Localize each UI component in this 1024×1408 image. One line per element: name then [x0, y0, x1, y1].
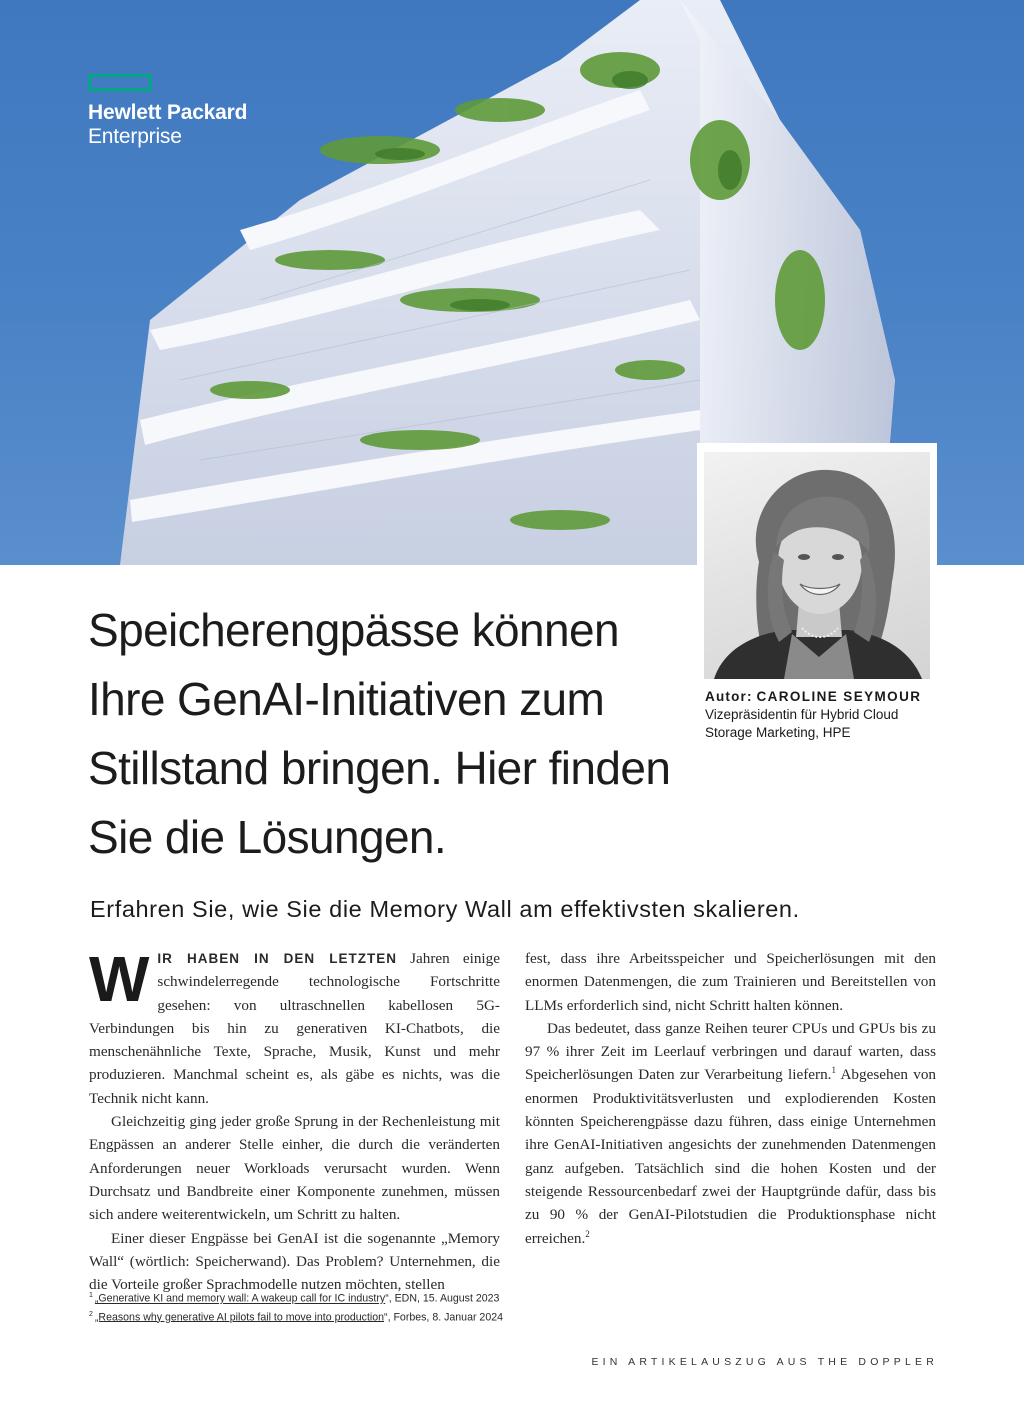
lead-in: IR HABEN IN DEN LETZTEN	[157, 951, 397, 966]
body-paragraph-3-continued: fest, dass ihre Arbeitsspeicher und Speicherlösungen mit den enormen Datenmengen, die zum Trainieren und Bereitstellen von LLMs erforderlich sind, nicht Schritt halten können.	[525, 950, 936, 1014]
footnote-2	[89, 1307, 529, 1326]
article-subhead: Erfahren Sie, wie Sie die Memory Wall am effektivsten skalieren.	[90, 896, 800, 922]
page-footer: EIN ARTIKELAUSZUG AUS THE DOPPLER	[591, 1356, 938, 1368]
footnote-link[interactable]: „Generative KI and memory wall: A wakeup call for IC industry	[94, 1292, 386, 1305]
body-column-left	[89, 943, 500, 1296]
logo-element-icon	[88, 74, 152, 91]
footnote-source: “, EDN, 15. August 2023	[385, 1292, 500, 1305]
footnote-ref-2[interactable]: 2	[585, 1228, 590, 1239]
paragraph-4-text-b: Abgesehen von enormen Produktivitätsverlusten und explodierenden Kosten könnten Speicherengpässe dazu führen, dass einige Unternehmen ihre GenAI-Initiativen angesichts der zunehmenden Datenmengen ganz aufgeben. Tatsächlich sind die hohen Kosten und der steigende Ressourcenbedarf zwei der Hauptgründe dafür, dass bis zu 90 % der GenAI-Pilotstudien die Produktionsphase nicht erreichen.	[525, 1066, 937, 1247]
author-role-line-2: Storage Marketing, HPE	[705, 725, 851, 740]
footnotes	[89, 1288, 529, 1325]
portrait-illustration	[704, 452, 930, 679]
paragraph-1-text: Jahren einige schwindelerregende technologische Fortschritte gesehen: von ultraschnellen kabellosen 5G-Verbindungen bis hin zu generativen KI-Chatbots, die menschenähnliche Texte, Sprache, Musik, Kunst und mehr produzieren. Manchmal scheint es, als gäbe es nichts, was die Technik nicht kann.	[89, 950, 500, 1107]
hpe-logo	[88, 74, 247, 149]
paragraph-4-text-a: Das bedeutet, dass ganze Reihen teurer CPUs und GPUs bis zu 97 % ihrer Zeit im Leerlauf verbringen und darauf warten, dass Speicherlösungen Daten zur Verarbeitung liefern.	[525, 1019, 936, 1084]
article-headline: Speicherengpässe können Ihre GenAI-Initiativen zum Stillstand bringen. Hier finden Sie die Lösungen.	[88, 604, 671, 863]
body-paragraph-2: Gleichzeitig ging jeder große Sprung in der Rechenleistung mit Engpässen an anderer Stelle einher, die durch die veränderten Anforderungen neuer Workloads verursacht wurden. Wenn Durchsatz und Bandbreite einer Komponente zunehmen, müssen sich andere weiterentwickeln, um Schritt zu halten.	[89, 1113, 500, 1224]
footnote-1	[89, 1288, 529, 1307]
footnote-number: 1	[89, 1292, 93, 1299]
author-role-line-1: Vizepräsidentin für Hybrid Cloud	[705, 707, 899, 722]
body-paragraph-3: Einer dieser Engpässe bei GenAI ist die sogenannte „Memory Wall“ (wörtlich: Speicherwand). Das Problem? Unternehmen, die die Vorteile großer Sprachmodelle nutzen möchten, stellen	[89, 1229, 500, 1294]
logo-line-2: Enterprise	[88, 125, 182, 148]
body-paragraph-1	[89, 943, 500, 1110]
drop-cap: W	[89, 943, 150, 1015]
author-photo	[704, 452, 930, 679]
body-paragraph-4	[525, 1017, 936, 1250]
body-column-right	[525, 947, 936, 1250]
logo-line-1: Hewlett Packard	[88, 101, 248, 124]
author-photo-frame	[697, 443, 937, 685]
footnote-link[interactable]: „Reasons why generative AI pilots fail to move into production	[94, 1311, 385, 1324]
footnote-number: 2	[89, 1310, 93, 1318]
author-name: CAROLINE SEYMOUR	[756, 689, 922, 704]
footnote-ref-1[interactable]: 1	[831, 1065, 836, 1076]
author-name-line	[705, 688, 945, 706]
footnote-source: “, Forbes, 8. Januar 2024	[384, 1311, 503, 1324]
author-prefix: Autor:	[705, 689, 753, 704]
author-info	[705, 688, 945, 742]
